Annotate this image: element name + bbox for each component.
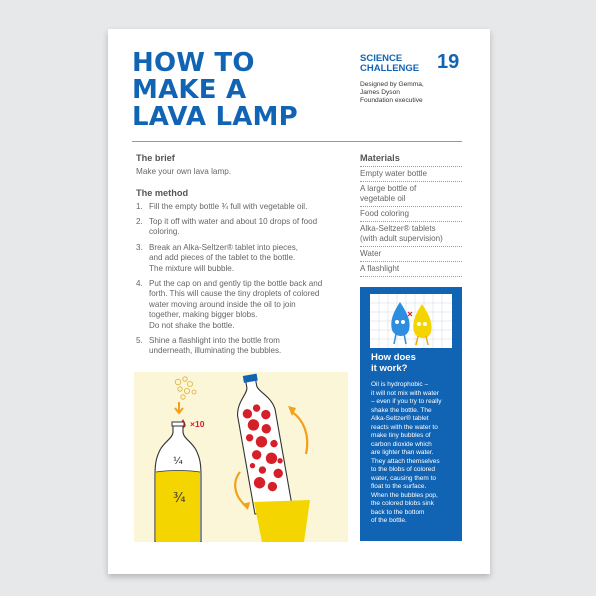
step-line: Shine a flashlight into the bottle from: [149, 335, 280, 345]
how-text: [371, 381, 455, 526]
how-line: of the bottle.: [371, 517, 407, 524]
method-steps: [136, 202, 351, 357]
materials-item: [360, 207, 462, 222]
method-step: [136, 279, 351, 331]
step-line: coloring.: [149, 227, 180, 237]
step-number: 1.: [136, 201, 143, 211]
how-line: – even if you try to really: [371, 398, 442, 405]
step-line: Break an Alka-Seltzer® tablet into pieces,: [149, 242, 299, 252]
how-line: carbon dioxide which: [371, 440, 432, 448]
step-number: 5.: [136, 335, 143, 345]
step-line: underneath, illuminating the bubbles.: [149, 346, 282, 356]
step-line: Top it off with water and about 10 drops of food: [149, 216, 318, 226]
header-divider: [132, 141, 462, 142]
title-line: MAKE A: [132, 75, 247, 105]
tablet-pieces: [175, 377, 196, 399]
step-number: 3.: [136, 242, 143, 252]
step-line: Fill the empty bottle ¾ full with vegetable oil.: [149, 201, 308, 211]
brief-heading: The brief: [136, 153, 175, 163]
materials-item: [360, 247, 462, 262]
three-quarter-label: ¾: [173, 491, 186, 506]
materials-heading: Materials: [360, 153, 462, 167]
credit-line: James Dyson: [360, 89, 400, 96]
step-line: Do not shake the bottle.: [149, 320, 235, 330]
how-line: it will not mix with water: [371, 389, 439, 397]
step-line: forth. This will cause the tiny droplets of colored: [149, 289, 320, 299]
rotate-arrow-icon: [235, 472, 246, 506]
step-line: water moving around inside the oil to join: [149, 299, 296, 309]
characters-svg: [370, 294, 452, 348]
method-heading: The method: [136, 187, 189, 198]
materials-item: [360, 182, 462, 207]
materials-item: [360, 167, 462, 182]
worksheet-page: [108, 29, 490, 574]
materials-line: A flashlight: [360, 264, 400, 273]
materials-line: Water: [360, 249, 382, 258]
right-bottle: [231, 372, 292, 514]
how-line: When the bubbles pop,: [371, 491, 438, 499]
how-line: Oil is hydrophobic –: [371, 381, 429, 388]
title-line: LAVA LAMP: [132, 102, 298, 132]
challenge-number: 19: [437, 51, 460, 73]
credit-line: Designed by Gemma,: [360, 81, 424, 88]
characters-illustration: [370, 294, 452, 348]
method-step: [136, 336, 351, 357]
how-heading: [371, 353, 416, 374]
brief-text: Make your own lava lamp.: [136, 167, 232, 176]
materials-item: [360, 222, 462, 247]
how-heading-line: it work?: [371, 362, 408, 374]
lava-lamp-illustration: [134, 372, 348, 542]
how-line: to the blobs of colored: [371, 466, 435, 473]
water-drop-character-icon: [391, 302, 409, 336]
how-line: shake the bottle. The: [371, 406, 432, 414]
how-line: the colored blobs sink: [371, 500, 434, 507]
materials-column: [360, 153, 462, 277]
how-line: reacts with the water to: [371, 423, 438, 431]
rotate-arrow-icon: [292, 412, 307, 454]
step-line: together, making bigger blobs.: [149, 310, 258, 320]
how-it-works-panel: [360, 287, 462, 541]
designer-credit: [360, 81, 480, 105]
materials-line: (with adult supervision): [360, 234, 443, 243]
materials-line: Food coloring: [360, 209, 410, 218]
quarter-label: ¼: [173, 456, 183, 467]
step-line: Put the cap on and gently tip the bottle back and: [149, 278, 323, 288]
how-line: float to the surface.: [371, 483, 427, 490]
how-line: make tiny bubbles of: [371, 432, 431, 439]
series-label: [360, 54, 419, 74]
step-number: 2.: [136, 216, 143, 226]
how-line: back to the bottom: [371, 508, 425, 516]
illustration-svg: [134, 372, 348, 542]
how-line: They attach themselves: [371, 457, 440, 465]
materials-item: [360, 262, 462, 277]
down-arrow-icon: [175, 402, 183, 413]
how-heading-line: How does: [371, 352, 416, 363]
materials-line: vegetable oil: [360, 194, 406, 203]
credit-line: Foundation executive: [360, 97, 423, 104]
series-line: SCIENCE: [360, 53, 403, 64]
materials-line: A large bottle of: [360, 184, 417, 193]
drops-label: ×10: [190, 419, 205, 429]
how-line: Alka-Seltzer® tablet: [371, 415, 429, 422]
page-title: [132, 50, 298, 131]
how-line: water, causing them to: [371, 474, 437, 482]
step-line: and add pieces of the tablet to the bottle.: [149, 253, 296, 263]
method-step: [136, 217, 351, 238]
instructions-column: [136, 153, 351, 362]
how-line: are lighter than water.: [371, 449, 434, 456]
flashlight-beam: [254, 500, 310, 542]
left-bottle: [155, 422, 201, 542]
materials-line: Empty water bottle: [360, 169, 428, 178]
method-step: [136, 202, 351, 212]
step-line: The mixture will bubble.: [149, 263, 235, 273]
oil-drop-character-icon: [413, 304, 431, 338]
title-line: HOW TO: [132, 48, 255, 78]
step-number: 4.: [136, 278, 143, 288]
materials-line: Alka-Seltzer® tablets: [360, 224, 436, 233]
series-line: CHALLENGE: [360, 63, 420, 74]
method-step: [136, 243, 351, 274]
